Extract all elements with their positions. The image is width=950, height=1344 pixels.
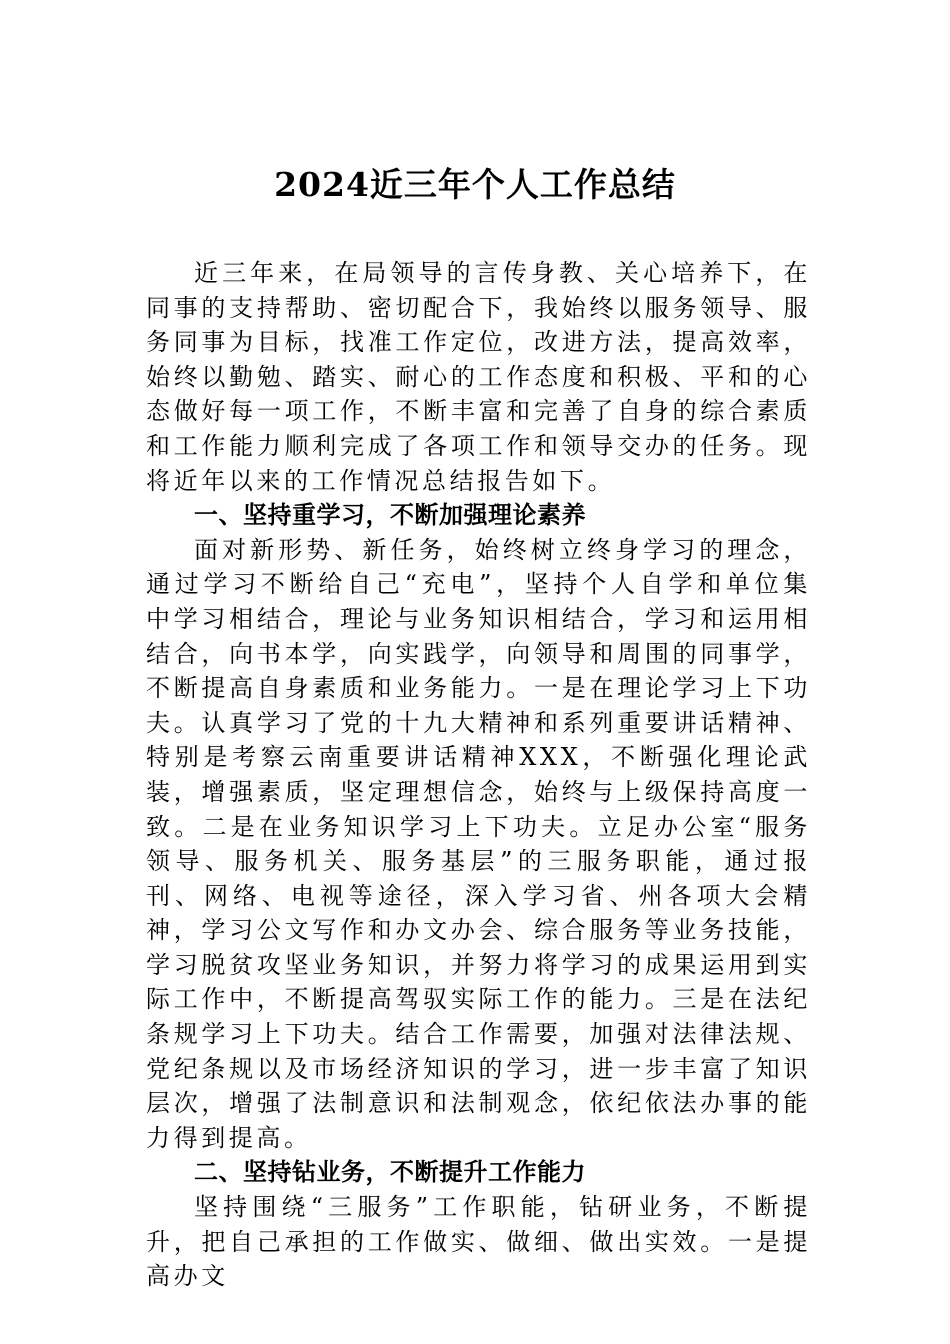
intro-paragraph: 近三年来，在局领导的言传身教、关心培养下，在同事的支持帮助、密切配合下，我始终以服务领导、服务同事为目标，找准工作定位，改进方法，提高效率，始终以勤勉、踏实、耐心的工作态度和积极、平和的心态做好每一项工作，不断丰富和完善了自身的综合素质和工作能力顺利完成了各项工作和领导交办的任务。现将近年以来的工作情况总结报告如下。 — [146, 259, 811, 495]
document-body — [146, 256, 811, 1294]
section-2-heading: 二、坚持钻业务，不断提升工作能力 — [194, 1158, 586, 1187]
section-1-paragraph: 面对新形势、新任务，始终树立终身学习的理念，通过学习不断给自己“充电”，坚持个人自学和单位集中学习相结合，理论与业务知识相结合，学习和运用相结合，向书本学，向实践学，向领导和周围的同事学，不断提高自身素质和业务能力。一是在理论学习上下功夫。认真学习了党的十九大精神和系列重要讲话精神、特别是考察云南重要讲话精神XXX，不断强化理论武装，增强素质，坚定理想信念，始终与上级保持高度一致。二是在业务知识学习上下功夫。立足办公室“服务领导、服务机关、服务基层”的三服务职能，通过报刊、网络、电视等途径，深入学习省、州各项大会精神，学习公文写作和办文办会、综合服务等业务技能，学习脱贫攻坚业务知识，并努力将学习的成果运用到实际工作中，不断提高驾驭实际工作的能力。三是在法纪条规学习上下功夫。结合工作需要，加强对法律法规、党纪条规以及市场经济知识的学习，进一步丰富了知识层次，增强了法制意识和法制观念，依纪依法办事的能力得到提高。 — [146, 535, 811, 1152]
section-2-paragraph: 坚持围绕“三服务”工作职能，钻研业务，不断提升，把自己承担的工作做实、做细、做出实效。一是提高办文 — [146, 1193, 811, 1291]
section-1-heading: 一、坚持重学习，不断加强理论素养 — [194, 501, 586, 530]
document-title: 2024近三年个人工作总结 — [274, 165, 676, 204]
